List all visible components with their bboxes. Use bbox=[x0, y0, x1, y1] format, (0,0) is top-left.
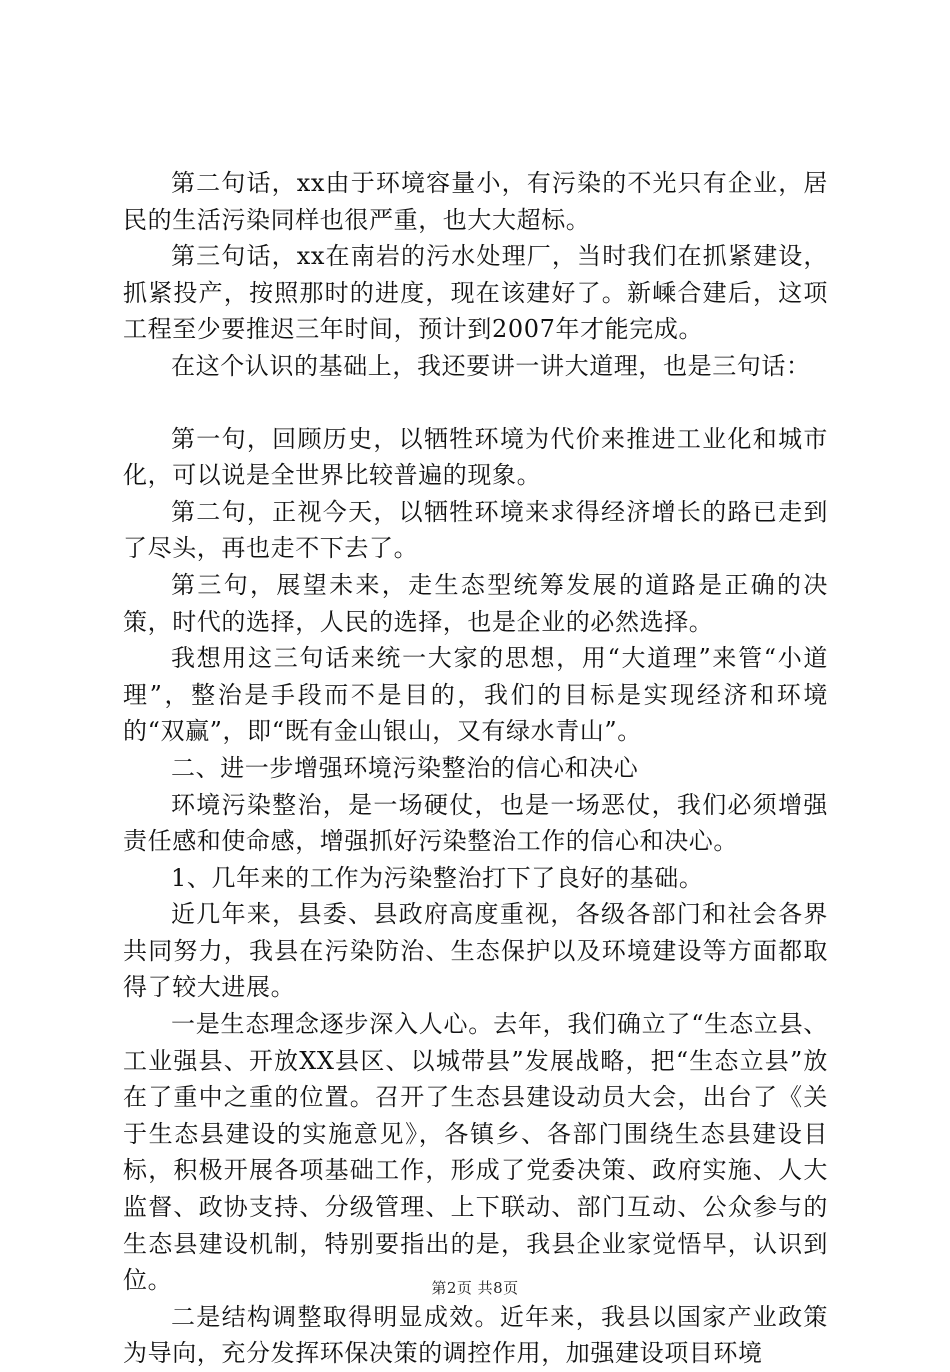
document-body bbox=[123, 165, 828, 1372]
section-heading: 二、进一步增强环境污染整治的信心和决心 bbox=[171, 753, 639, 782]
paragraph: 在这个认识的基础上，我还要讲一讲大道理，也是三句话： bbox=[171, 351, 811, 380]
paragraph: 第一句，回顾历史，以牺牲环境为代价来推进工业化和城市化，可以说是全世界比较普遍的现象。 bbox=[123, 424, 828, 490]
paragraph: 第二句，正视今天，以牺牲环境来求得经济增长的路已走到了尽头，再也走不下去了。 bbox=[123, 497, 828, 563]
paragraph: 第三句，展望未来，走生态型统筹发展的道路是正确的决策，时代的选择，人民的选择，也是企业的必然选择。 bbox=[123, 570, 828, 636]
paragraph: 二是结构调整取得明显成效。近年来，我县以国家产业政策为导向，充分发挥环保决策的调控作用，加强建设项目环境 bbox=[123, 1302, 828, 1368]
paragraph: 环境污染整治，是一场硬仗，也是一场恶仗，我们必须增强责任感和使命感，增强抓好污染整治工作的信心和决心。 bbox=[123, 790, 828, 856]
paragraph: 第三句话，xx在南岩的污水处理厂，当时我们在抓紧建设，抓紧投产，按照那时的进度，现在该建好了。新嵊合建后，这项工程至少要推迟三年时间，预计到2007年才能完成。 bbox=[123, 242, 828, 344]
paragraph-gap bbox=[123, 385, 828, 421]
paragraph: 近几年来，县委、县政府高度重视，各级各部门和社会各界共同努力，我县在污染防治、生态保护以及环境建设等方面都取得了较大进展。 bbox=[123, 900, 828, 1002]
subsection-heading: 1、几年来的工作为污染整治打下了良好的基础。 bbox=[171, 863, 704, 892]
paragraph: 第二句话，xx由于环境容量小，有污染的不光只有企业，居民的生活污染同样也很严重，也大大超标。 bbox=[123, 169, 828, 234]
paragraph: 我想用这三句话来统一大家的思想，用“大道理”来管“小道理”，整治是手段而不是目的，我们的目标是实现经济和环境的“双赢”，即“既有金山银山，又有绿水青山”。 bbox=[123, 644, 828, 746]
page-footer bbox=[0, 1278, 950, 1298]
page-number: 第2页 共8页 bbox=[431, 1279, 519, 1297]
paragraph: 一是生态理念逐步深入人心。去年，我们确立了“生态立县、工业强县、开放XX县区、以城带县”发展战略，把“生态立县”放在了重中之重的位置。召开了生态县建设动员大会，出台了《关于生态县建设的实施意见》，各镇乡、各部门围绕生态县建设目标，积极开展各项基础工作，形成了党委决策、政府实施、人大监督、政协支持、分级管理、上下联动、部门互动、公众参与的生态县建设机制，特别要指出的是，我县企业家觉悟早，认识到位。 bbox=[123, 1010, 828, 1295]
